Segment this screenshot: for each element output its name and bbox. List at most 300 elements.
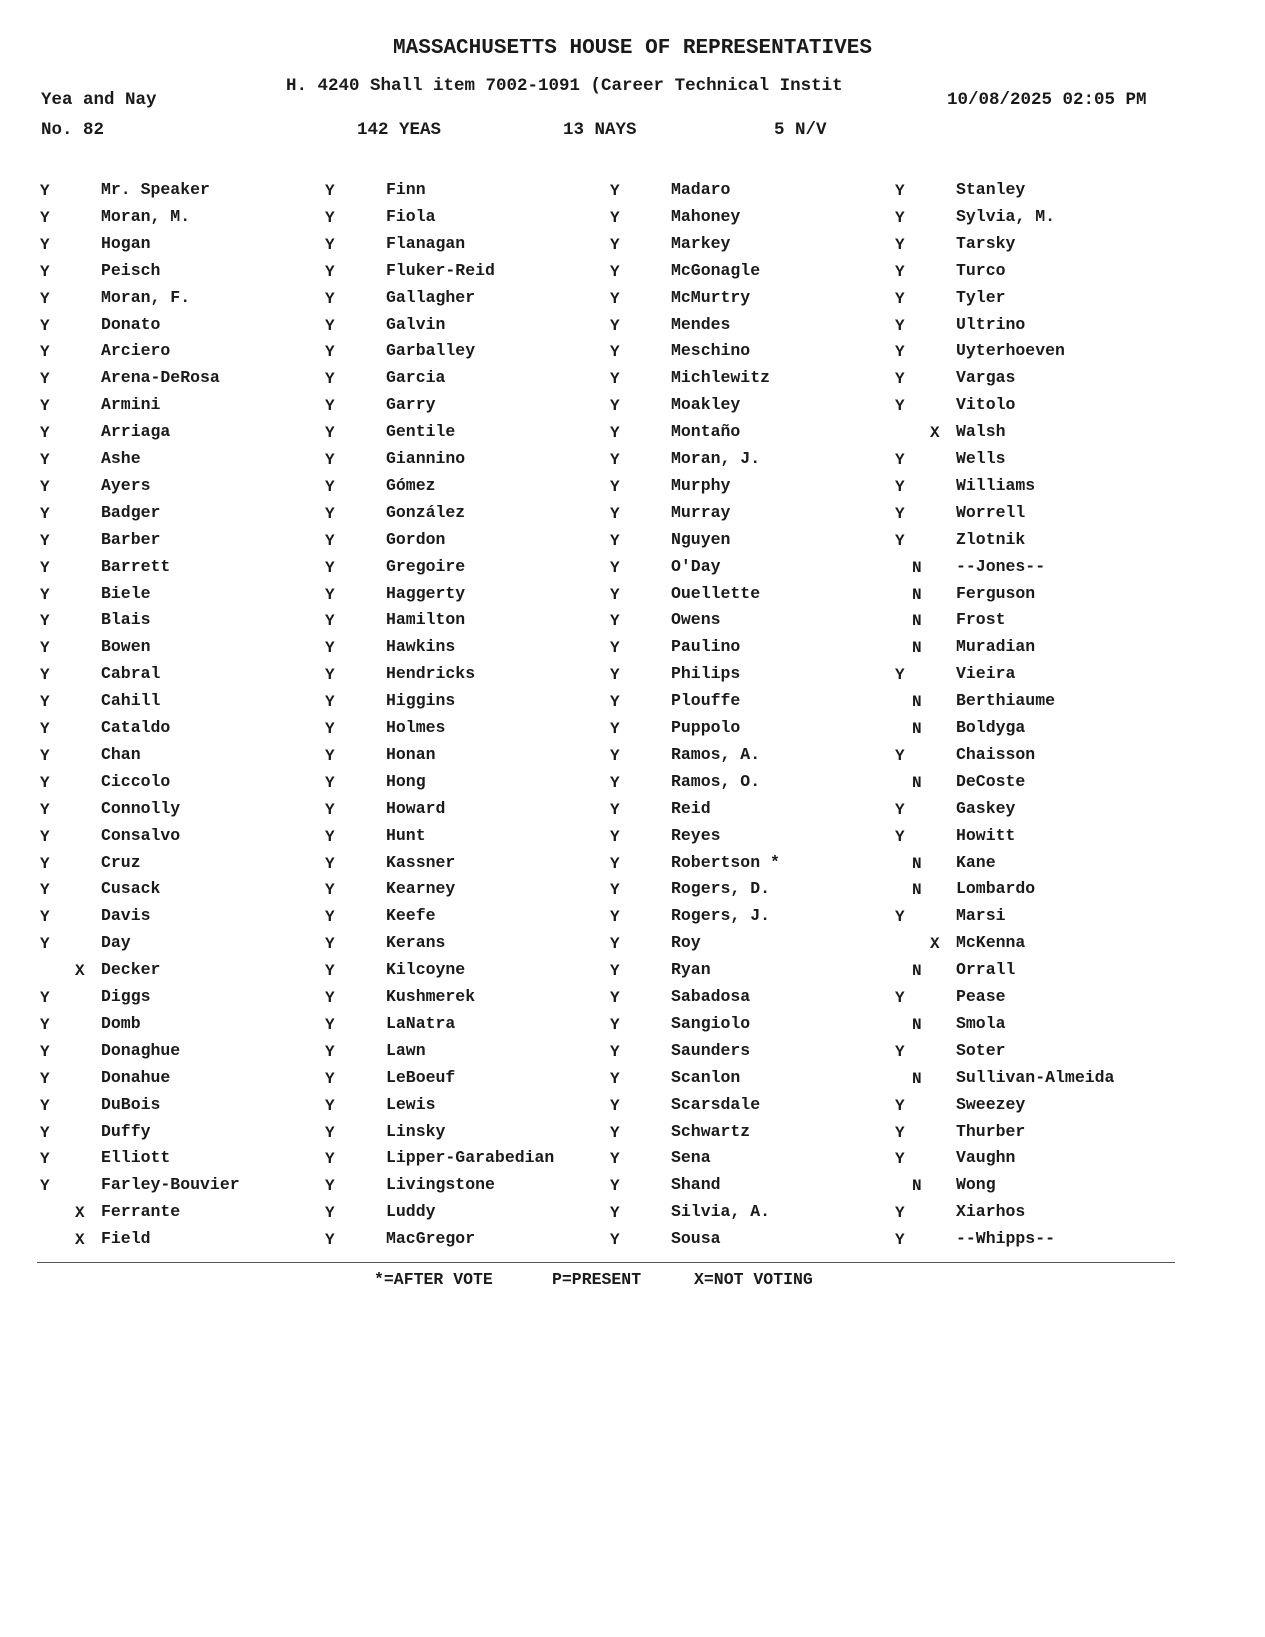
member-name: Gaskey bbox=[956, 798, 1016, 818]
member-name: Farley-Bouvier bbox=[101, 1175, 240, 1195]
vote-mark: Y bbox=[895, 370, 905, 389]
vote-mark: Y bbox=[325, 451, 335, 469]
member-name: Stanley bbox=[956, 180, 1026, 199]
vote-mark: Y bbox=[325, 424, 335, 443]
member-name: Madaro bbox=[671, 180, 731, 199]
vote-mark: N bbox=[912, 854, 922, 873]
vote-mark: Y bbox=[895, 1123, 905, 1142]
member-name: Keefe bbox=[386, 906, 436, 926]
vote-mark: Y bbox=[325, 262, 335, 281]
vote-mark: Y bbox=[610, 935, 620, 954]
member-name: McGonagle bbox=[671, 260, 761, 280]
member-name: Cusack bbox=[101, 879, 161, 899]
member-name: Thurber bbox=[956, 1121, 1026, 1141]
vote-mark: Y bbox=[610, 504, 620, 523]
vote-mark: Y bbox=[40, 504, 50, 523]
vote-mark: Y bbox=[610, 1015, 620, 1034]
member-name: Walsh bbox=[956, 422, 1006, 442]
vote-mark: Y bbox=[325, 612, 335, 631]
member-name: Ramos, O. bbox=[671, 771, 761, 791]
vote-mark: Y bbox=[610, 208, 620, 227]
member-name: Peisch bbox=[101, 260, 161, 280]
vote-mark: X bbox=[75, 962, 85, 981]
vote-mark: N bbox=[912, 720, 922, 738]
member-name: Markey bbox=[671, 233, 731, 253]
member-name: Lewis bbox=[386, 1094, 436, 1114]
member-name: Finn bbox=[386, 180, 426, 199]
vote-mark: Y bbox=[895, 262, 905, 281]
member-name: Hogan bbox=[101, 233, 151, 253]
member-name: Mahoney bbox=[671, 206, 741, 226]
member-name: Zlotnik bbox=[956, 529, 1026, 549]
member-name: Scarsdale bbox=[671, 1094, 761, 1114]
vote-mark: Y bbox=[610, 262, 620, 281]
vote-mark: Y bbox=[325, 558, 335, 577]
member-name: Donato bbox=[101, 314, 161, 334]
vote-mark: X bbox=[75, 1204, 85, 1223]
vote-mark: N bbox=[912, 585, 922, 604]
vote-mark: Y bbox=[325, 235, 335, 254]
vote-mark: Y bbox=[325, 1015, 335, 1034]
member-name: Moakley bbox=[671, 395, 741, 415]
vote-mark: Y bbox=[610, 316, 620, 335]
vote-mark: Y bbox=[325, 1177, 335, 1196]
member-name: Sylvia, M. bbox=[956, 206, 1056, 226]
vote-mark: N bbox=[912, 693, 922, 712]
member-name: Wells bbox=[956, 449, 1006, 468]
vote-mark: Y bbox=[40, 854, 50, 873]
vote-mark: Y bbox=[325, 935, 335, 954]
member-name: Kane bbox=[956, 852, 996, 872]
member-name: Biele bbox=[101, 583, 151, 603]
vote-mark: Y bbox=[325, 693, 335, 712]
member-name: McMurtry bbox=[671, 287, 751, 307]
member-name: Ryan bbox=[671, 960, 711, 980]
vote-mark: Y bbox=[325, 208, 335, 227]
vote-mark: Y bbox=[895, 1231, 905, 1250]
member-name: Turco bbox=[956, 260, 1006, 280]
member-name: Schwartz bbox=[671, 1121, 751, 1141]
member-name: Kilcoyne bbox=[386, 960, 466, 980]
vote-mark: Y bbox=[610, 235, 620, 254]
vote-mark: Y bbox=[40, 343, 50, 362]
vote-mark: Y bbox=[610, 1204, 620, 1223]
member-name: Gentile bbox=[386, 422, 456, 442]
nays-count: 13 NAYS bbox=[563, 120, 637, 140]
member-name: Kassner bbox=[386, 852, 456, 872]
vote-mark: Y bbox=[325, 397, 335, 416]
vote-mark: Y bbox=[325, 720, 335, 738]
vote-mark: Y bbox=[40, 208, 50, 227]
member-name: Vargas bbox=[956, 368, 1016, 388]
vote-mark: Y bbox=[40, 585, 50, 604]
vote-mark: Y bbox=[895, 1204, 905, 1223]
vote-mark: N bbox=[912, 639, 922, 658]
vote-mark: Y bbox=[895, 666, 905, 685]
member-name: Owens bbox=[671, 610, 721, 630]
member-name: Orrall bbox=[956, 960, 1016, 980]
vote-mark: Y bbox=[325, 343, 335, 362]
member-name: Moran, M. bbox=[101, 206, 191, 226]
member-name: LaNatra bbox=[386, 1013, 456, 1033]
vote-mark: Y bbox=[610, 746, 620, 765]
member-name: Sweezey bbox=[956, 1094, 1026, 1114]
member-name: Cabral bbox=[101, 664, 161, 684]
vote-mark: Y bbox=[325, 881, 335, 900]
vote-mark: Y bbox=[325, 289, 335, 308]
member-name: Duffy bbox=[101, 1121, 151, 1141]
vote-mark: Y bbox=[895, 1096, 905, 1115]
vote-mark: Y bbox=[40, 773, 50, 792]
vote-mark: Y bbox=[40, 424, 50, 443]
member-name: Hamilton bbox=[386, 610, 466, 630]
member-name: Cahill bbox=[101, 691, 161, 711]
member-name: Chan bbox=[101, 744, 141, 764]
vote-mark: Y bbox=[610, 612, 620, 631]
member-name: Rogers, D. bbox=[671, 879, 771, 899]
member-name: Kerans bbox=[386, 933, 446, 953]
vote-mark: Y bbox=[40, 1177, 50, 1196]
vote-mark: Y bbox=[40, 639, 50, 658]
vote-mark: Y bbox=[610, 693, 620, 712]
vote-mark: Y bbox=[40, 908, 50, 927]
member-name: Howard bbox=[386, 798, 446, 818]
vote-mark: Y bbox=[895, 208, 905, 227]
vote-mark: Y bbox=[325, 800, 335, 819]
vote-mark: Y bbox=[325, 639, 335, 658]
vote-mark: Y bbox=[40, 289, 50, 308]
member-name: Sena bbox=[671, 1148, 711, 1168]
member-name: Philips bbox=[671, 664, 741, 684]
member-name: Tarsky bbox=[956, 233, 1016, 253]
vote-mark: Y bbox=[895, 1150, 905, 1169]
member-name: Gordon bbox=[386, 529, 446, 549]
member-name: Howitt bbox=[956, 825, 1016, 845]
vote-mark: N bbox=[912, 773, 922, 792]
member-name: Nguyen bbox=[671, 529, 731, 549]
member-name: Honan bbox=[386, 744, 436, 764]
member-name: Sullivan-Almeida bbox=[956, 1067, 1115, 1087]
vote-mark: Y bbox=[325, 773, 335, 792]
member-name: Mr. Speaker bbox=[101, 180, 210, 199]
member-name: Gallagher bbox=[386, 287, 476, 307]
vote-mark: Y bbox=[40, 881, 50, 900]
member-name: --Whipps-- bbox=[956, 1229, 1056, 1249]
member-name: Lawn bbox=[386, 1040, 426, 1060]
vote-mark: N bbox=[912, 881, 922, 900]
yeas-count: 142 YEAS bbox=[357, 120, 442, 140]
member-name: Field bbox=[101, 1229, 151, 1249]
member-name: Berthiaume bbox=[956, 691, 1056, 711]
vote-mark: Y bbox=[325, 182, 335, 200]
vote-mark: Y bbox=[40, 1150, 50, 1169]
member-name: Reyes bbox=[671, 825, 721, 845]
vote-mark: Y bbox=[610, 585, 620, 604]
vote-mark: Y bbox=[40, 1123, 50, 1142]
member-name: Higgins bbox=[386, 691, 456, 711]
vote-mark: Y bbox=[40, 316, 50, 335]
vote-mark: Y bbox=[325, 1231, 335, 1250]
vote-mark: Y bbox=[610, 558, 620, 577]
member-name: Barber bbox=[101, 529, 161, 549]
member-name: Chaisson bbox=[956, 744, 1036, 764]
vote-mark: Y bbox=[40, 1069, 50, 1088]
vote-mark: Y bbox=[40, 612, 50, 631]
member-name: Gregoire bbox=[386, 556, 466, 576]
vote-mark: Y bbox=[895, 531, 905, 550]
vote-type: Yea and Nay bbox=[41, 90, 157, 110]
member-name: Arriaga bbox=[101, 422, 171, 442]
member-name: Donahue bbox=[101, 1067, 171, 1087]
vote-mark: N bbox=[912, 1015, 922, 1034]
vote-mark: Y bbox=[895, 289, 905, 308]
member-name: Garcia bbox=[386, 368, 446, 388]
member-name: Fiola bbox=[386, 206, 436, 226]
member-name: Tyler bbox=[956, 287, 1006, 307]
vote-mark: Y bbox=[895, 397, 905, 416]
member-name: Soter bbox=[956, 1040, 1006, 1060]
member-name: Ashe bbox=[101, 449, 141, 468]
member-name: Pease bbox=[956, 987, 1006, 1006]
not-voting-count: 5 N/V bbox=[774, 120, 827, 140]
vote-mark: Y bbox=[895, 989, 905, 1007]
member-name: Smola bbox=[956, 1013, 1006, 1033]
member-name: Mendes bbox=[671, 314, 731, 334]
member-name: Hong bbox=[386, 771, 426, 791]
vote-mark: Y bbox=[610, 370, 620, 389]
vote-mark: Y bbox=[610, 989, 620, 1007]
member-name: Vitolo bbox=[956, 395, 1016, 415]
member-name: Domb bbox=[101, 1013, 141, 1033]
member-name: Barrett bbox=[101, 556, 171, 576]
member-name: McKenna bbox=[956, 933, 1026, 953]
member-name: --Jones-- bbox=[956, 556, 1046, 576]
member-name: Cataldo bbox=[101, 718, 171, 737]
vote-mark: N bbox=[912, 612, 922, 631]
member-name: Muradian bbox=[956, 637, 1036, 657]
vote-mark: Y bbox=[325, 1096, 335, 1115]
vote-mark: N bbox=[912, 558, 922, 577]
vote-mark: Y bbox=[610, 424, 620, 443]
member-name: Holmes bbox=[386, 718, 446, 737]
member-name: Silvia, A. bbox=[671, 1202, 771, 1222]
member-name: Livingstone bbox=[386, 1175, 495, 1195]
member-name: Meschino bbox=[671, 341, 751, 361]
member-name: Galvin bbox=[386, 314, 446, 334]
vote-mark: Y bbox=[40, 235, 50, 254]
member-name: Hendricks bbox=[386, 664, 476, 684]
vote-mark: Y bbox=[610, 962, 620, 981]
member-name: Saunders bbox=[671, 1040, 751, 1060]
member-name: Xiarhos bbox=[956, 1202, 1026, 1222]
vote-mark: N bbox=[912, 1069, 922, 1088]
vote-mark: Y bbox=[40, 1096, 50, 1115]
member-name: Haggerty bbox=[386, 583, 466, 603]
member-name: Connolly bbox=[101, 798, 181, 818]
member-name: Ouellette bbox=[671, 583, 761, 603]
vote-mark: Y bbox=[325, 1123, 335, 1142]
member-name: Vieira bbox=[956, 664, 1016, 684]
vote-mark: Y bbox=[610, 773, 620, 792]
member-name: Roy bbox=[671, 933, 701, 953]
vote-mark: Y bbox=[610, 639, 620, 658]
vote-mark: Y bbox=[325, 1042, 335, 1061]
member-name: Moran, J. bbox=[671, 449, 761, 468]
member-name: Badger bbox=[101, 502, 161, 522]
vote-mark: Y bbox=[325, 962, 335, 981]
member-name: Kushmerek bbox=[386, 987, 476, 1006]
vote-mark: Y bbox=[40, 262, 50, 281]
member-name: Donaghue bbox=[101, 1040, 181, 1060]
member-name: Murphy bbox=[671, 475, 731, 495]
vote-mark: Y bbox=[610, 1042, 620, 1061]
member-name: Ciccolo bbox=[101, 771, 171, 791]
member-name: Consalvo bbox=[101, 825, 181, 845]
member-name: DeCoste bbox=[956, 771, 1026, 791]
vote-mark: Y bbox=[325, 827, 335, 846]
member-name: Boldyga bbox=[956, 718, 1026, 737]
vote-mark: Y bbox=[895, 235, 905, 254]
vote-mark: Y bbox=[325, 989, 335, 1007]
member-name: Wong bbox=[956, 1175, 996, 1195]
vote-mark: Y bbox=[40, 477, 50, 496]
vote-mark: Y bbox=[610, 531, 620, 550]
member-name: Bowen bbox=[101, 637, 151, 657]
vote-mark: Y bbox=[610, 881, 620, 900]
vote-mark: Y bbox=[610, 666, 620, 685]
vote-mark: N bbox=[912, 962, 922, 981]
vote-mark: Y bbox=[325, 908, 335, 927]
member-name: Michlewitz bbox=[671, 368, 771, 388]
vote-mark: Y bbox=[610, 343, 620, 362]
member-name: Linsky bbox=[386, 1121, 446, 1141]
member-name: Marsi bbox=[956, 906, 1006, 926]
member-name: Murray bbox=[671, 502, 731, 522]
bill-description: H. 4240 Shall item 7002-1091 (Career Technical Instit bbox=[286, 76, 843, 96]
member-name: Robertson * bbox=[671, 852, 780, 872]
member-name: Gómez bbox=[386, 475, 436, 495]
vote-mark: Y bbox=[895, 1042, 905, 1061]
vote-mark: Y bbox=[610, 908, 620, 927]
vote-mark: Y bbox=[895, 908, 905, 927]
member-name: Reid bbox=[671, 798, 711, 818]
vote-mark: X bbox=[930, 935, 940, 954]
vote-mark: Y bbox=[325, 746, 335, 765]
member-name: Fluker-Reid bbox=[386, 260, 495, 280]
vote-mark: Y bbox=[40, 397, 50, 416]
member-name: Garry bbox=[386, 395, 436, 415]
vote-mark: Y bbox=[610, 720, 620, 738]
vote-mark: Y bbox=[895, 316, 905, 335]
vote-mark: Y bbox=[40, 720, 50, 738]
legend-after-vote: *=AFTER VOTE bbox=[374, 1270, 493, 1289]
member-name: Worrell bbox=[956, 502, 1026, 522]
vote-mark: Y bbox=[895, 504, 905, 523]
member-name: Kearney bbox=[386, 879, 456, 899]
vote-mark: Y bbox=[610, 289, 620, 308]
member-name: Puppolo bbox=[671, 718, 741, 737]
vote-mark: Y bbox=[40, 746, 50, 765]
vote-mark: Y bbox=[610, 1096, 620, 1115]
member-name: Shand bbox=[671, 1175, 721, 1195]
vote-mark: Y bbox=[40, 531, 50, 550]
vote-mark: Y bbox=[325, 1204, 335, 1223]
member-name: Williams bbox=[956, 475, 1036, 495]
member-name: Hawkins bbox=[386, 637, 456, 657]
member-name: Luddy bbox=[386, 1202, 436, 1222]
roll-call-number: No. 82 bbox=[41, 120, 105, 140]
vote-mark: Y bbox=[610, 854, 620, 873]
member-name: Lombardo bbox=[956, 879, 1036, 899]
vote-mark: Y bbox=[40, 935, 50, 954]
member-name: Cruz bbox=[101, 852, 141, 872]
vote-mark: Y bbox=[610, 477, 620, 496]
member-name: Ferguson bbox=[956, 583, 1036, 603]
vote-mark: Y bbox=[325, 504, 335, 523]
member-name: Plouffe bbox=[671, 691, 741, 711]
vote-mark: Y bbox=[40, 182, 50, 200]
vote-mark: Y bbox=[40, 558, 50, 577]
vote-mark: Y bbox=[325, 531, 335, 550]
vote-mark: Y bbox=[325, 316, 335, 335]
vote-mark: Y bbox=[610, 1231, 620, 1250]
member-name: DuBois bbox=[101, 1094, 161, 1114]
legend-present: P=PRESENT bbox=[552, 1270, 642, 1289]
vote-mark: Y bbox=[40, 1015, 50, 1034]
member-name: Giannino bbox=[386, 449, 466, 468]
member-name: Day bbox=[101, 933, 131, 953]
footer-divider bbox=[37, 1262, 1175, 1263]
member-name: MacGregor bbox=[386, 1229, 476, 1249]
member-name: Vaughn bbox=[956, 1148, 1016, 1168]
member-name: Ultrino bbox=[956, 314, 1026, 334]
member-name: Ramos, A. bbox=[671, 744, 761, 764]
vote-mark: Y bbox=[610, 1069, 620, 1088]
vote-mark: X bbox=[930, 424, 940, 443]
member-name: Decker bbox=[101, 960, 161, 980]
vote-mark: Y bbox=[40, 1042, 50, 1061]
vote-mark: X bbox=[75, 1231, 85, 1250]
vote-mark: Y bbox=[325, 1069, 335, 1088]
member-name: Blais bbox=[101, 610, 151, 630]
member-name: Arciero bbox=[101, 341, 171, 361]
vote-mark: Y bbox=[610, 1123, 620, 1142]
vote-mark: Y bbox=[895, 746, 905, 765]
member-name: O'Day bbox=[671, 556, 721, 576]
vote-mark: Y bbox=[895, 182, 905, 200]
vote-mark: Y bbox=[325, 370, 335, 389]
member-name: Arena-DeRosa bbox=[101, 368, 220, 388]
member-name: Moran, F. bbox=[101, 287, 191, 307]
vote-mark: N bbox=[912, 1177, 922, 1196]
member-name: Davis bbox=[101, 906, 151, 926]
vote-mark: Y bbox=[325, 585, 335, 604]
vote-mark: Y bbox=[40, 827, 50, 846]
vote-mark: Y bbox=[40, 989, 50, 1007]
member-name: Lipper-Garabedian bbox=[386, 1148, 555, 1168]
member-name: Armini bbox=[101, 395, 161, 415]
member-name: Montaño bbox=[671, 422, 741, 442]
vote-mark: Y bbox=[610, 1177, 620, 1196]
member-name: Flanagan bbox=[386, 233, 466, 253]
vote-mark: Y bbox=[610, 1150, 620, 1169]
vote-mark: Y bbox=[610, 397, 620, 416]
vote-mark: Y bbox=[610, 800, 620, 819]
vote-mark: Y bbox=[895, 477, 905, 496]
member-name: Scanlon bbox=[671, 1067, 741, 1087]
vote-mark: Y bbox=[610, 451, 620, 469]
vote-mark: Y bbox=[610, 827, 620, 846]
